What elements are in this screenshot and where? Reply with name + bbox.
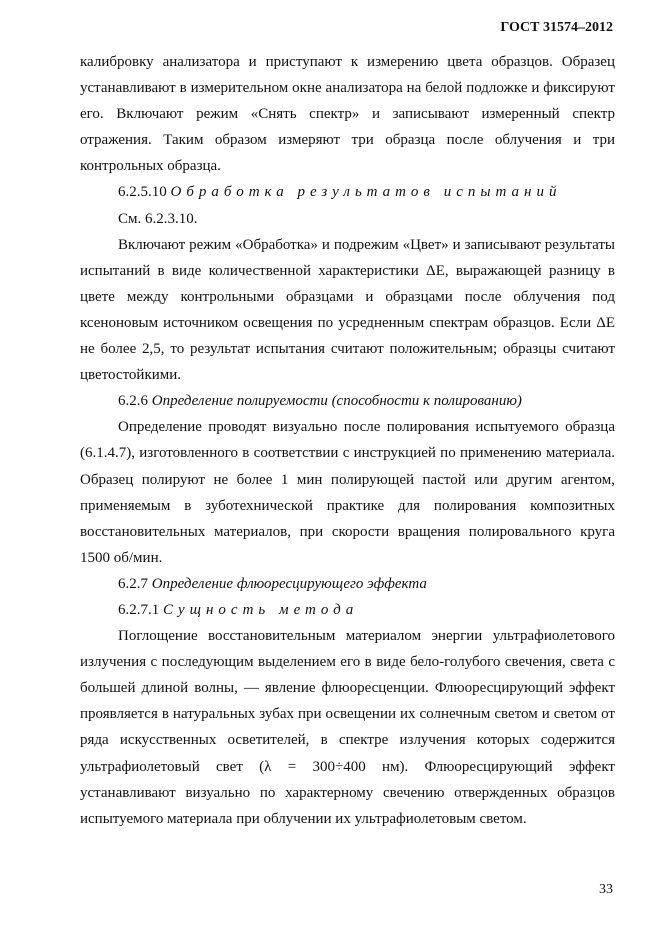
page-number: 33 [599,882,613,897]
paragraph-calibration: калибровку анализатора и приступают к измерению цвета образцов. Образец устанавливают в измерительном окне анализатора на белой подложке и фиксируют его. Включают режим «Снять спектр» и записывают измеренный спектр отражения. Таким образом измеряют три образца после облучения и три контрольных образца. [80,54,615,175]
section-number: 6.2.7.1 [118,601,160,618]
section-title: Сущность метода [163,601,359,618]
section-6-2-6-heading [80,388,615,414]
section-title: Определение полируемости (способности к полированию) [151,393,522,410]
paragraph-see-reference: См. 6.2.3.10. [118,210,198,227]
section-title: Определение флюоресцирующего эффекта [151,575,427,592]
section-6-2-7-heading [80,571,615,597]
section-6-2-7-1-heading [80,597,615,623]
section-number: 6.2.5.10 [118,184,167,201]
section-number: 6.2.6 [118,393,148,410]
paragraph-polishing: Определение проводят визуально после полирования испытуемого образца (6.1.4.7), изготовленного в соответствии с инструкцией по применению материала. Образец полируют не более 1 мин полирующей пастой или другим агентом, применяемым в зуботехнической практике для полирования композитных восстановительных материалов, при скорости вращения полировального круга 1500 об/мин. [80,419,615,566]
paragraph-processing: Включают режим «Обработка» и подрежим «Цвет» и записывают результаты испытаний в виде количественной характеристики ΔE, выражающей разницу в цвете между контрольными образцами и образцами после облучения под ксеноновым источником освещения по усредненным спектрам образцов. Если ΔE не более 2,5, то результат испытания считают положительным; образцы считают цветостойкими. [80,236,615,384]
section-number: 6.2.7 [118,575,148,592]
paragraph-fluorescence: Поглощение восстановительным материалом энергии ультрафиолетового излучения с последующим выделением его в виде бело-голубого свечения, света с большей длиной волны, — явление флюоресценции. Флюоресцирующий эффект проявляется в натуральных зубах при освещении их солнечным светом и светом от ряда искусственных осветителей, в спектре излучения которых содержится ультрафиолетовый свет (λ = 300÷400 нм). Флюоресцирующий эффект устанавливают визуально по характерному свечению отвержденных образцов испытуемого материала при облучении их ультрафиолетовым светом. [80,628,615,827]
section-title: Обработка результатов испытаний [170,184,562,201]
page-content [80,49,615,832]
document-id-header: ГОСТ 31574–2012 [500,20,613,35]
section-6-2-5-10-heading [80,179,615,205]
